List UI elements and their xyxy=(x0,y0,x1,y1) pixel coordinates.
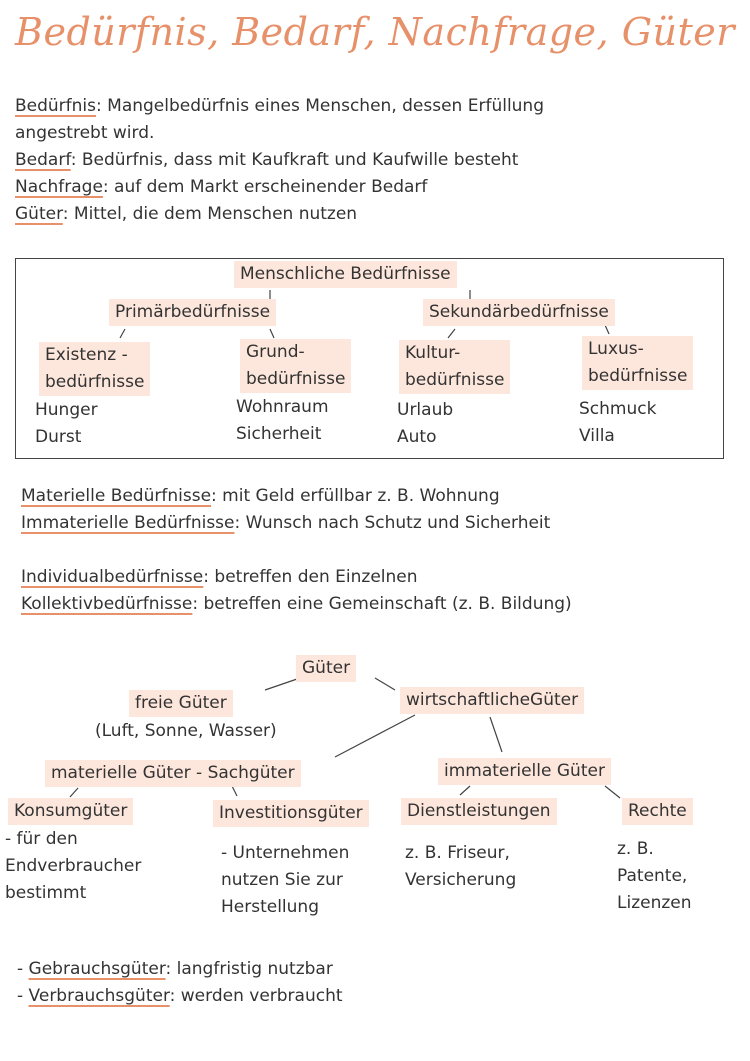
term: Bedarf xyxy=(15,150,71,170)
term: Materielle Bedürfnisse xyxy=(21,486,212,506)
desc-line: nutzen Sie zur xyxy=(221,870,343,890)
node-line: bedürfnisse xyxy=(246,369,346,389)
rights-desc xyxy=(617,836,692,917)
desc-line: Versicherung xyxy=(405,870,517,890)
page-title: Bedürfnis, Bedarf, Nachfrage, Güter xyxy=(15,10,735,54)
investment-goods-desc xyxy=(221,840,349,921)
term: Nachfrage xyxy=(15,177,103,197)
desc-line: Lizenzen xyxy=(617,893,692,913)
term: Güter xyxy=(15,204,63,224)
node-line: bedürfnisse xyxy=(45,372,145,392)
node-materielle-gueter: materielle Güter - Sachgüter xyxy=(45,760,301,787)
definition-text: : Mangelbedürfnis eines Menschen, dessen Erfüllung xyxy=(96,96,545,116)
desc-line: Patente, xyxy=(617,866,688,886)
term: Gebrauchsgüter xyxy=(28,959,166,979)
example: Villa xyxy=(579,426,615,446)
definition-text: : Mittel, die dem Menschen nutzen xyxy=(62,204,358,224)
node-investitionsgueter: Investitionsgüter xyxy=(213,800,369,827)
node-kulturbeduerfnisse xyxy=(399,340,510,394)
node-existenzbeduerfnisse xyxy=(39,342,150,396)
example: Sicherheit xyxy=(236,424,322,444)
needs-type-individual xyxy=(21,564,418,591)
examples-luxus xyxy=(579,396,656,450)
services-desc xyxy=(405,840,516,894)
bullet-gebrauchsgueter xyxy=(17,956,333,983)
node-freie-gueter: freie Güter xyxy=(129,690,233,717)
node-primaerbeduerfnisse: Primärbedürfnisse xyxy=(109,299,276,326)
node-grundbeduerfnisse xyxy=(240,339,351,393)
term: Bedürfnis xyxy=(15,96,97,116)
examples-existenz xyxy=(35,397,98,451)
node-line: Grund- xyxy=(246,342,305,362)
definition-text: : Wunsch nach Schutz und Sicherheit xyxy=(234,513,551,533)
term: Individualbedürfnisse xyxy=(21,567,204,587)
needs-type-kollektiv xyxy=(21,591,572,618)
node-luxusbeduerfnisse xyxy=(582,336,693,390)
term: Verbrauchsgüter xyxy=(28,986,170,1006)
example: Schmuck xyxy=(579,399,657,419)
node-rechte: Rechte xyxy=(622,798,693,825)
node-sekundaerbeduerfnisse: Sekundärbedürfnisse xyxy=(423,299,615,326)
desc-line: Herstellung xyxy=(221,897,319,917)
node-line: Existenz - xyxy=(45,345,128,365)
example: Wohnraum xyxy=(236,397,329,417)
node-gueter: Güter xyxy=(296,655,356,682)
examples-grund xyxy=(236,394,329,448)
consumer-goods-desc xyxy=(5,826,141,907)
example: Urlaub xyxy=(397,400,454,420)
definition-beduerfnis-cont: angestrebt wird. xyxy=(15,123,155,143)
node-line: bedürfnisse xyxy=(588,366,688,386)
desc-line: bestimmt xyxy=(5,883,87,903)
desc-line: Endverbraucher xyxy=(5,856,142,876)
node-wirtschaftliche-gueter: wirtschaftlicheGüter xyxy=(400,687,584,714)
node-immaterielle-gueter: immaterielle Güter xyxy=(438,758,611,785)
free-goods-examples: (Luft, Sonne, Wasser) xyxy=(95,721,277,741)
desc-line: - Unternehmen xyxy=(221,843,350,863)
node-dienstleistungen: Dienstleistungen xyxy=(401,798,557,825)
needs-type-immateriell xyxy=(21,510,550,537)
definition-text: : werden verbraucht xyxy=(169,986,343,1006)
definition-text: : betreffen den Einzelnen xyxy=(203,567,418,587)
desc-line: z. B. Friseur, xyxy=(405,843,510,863)
definition-text: : langfristig nutzbar xyxy=(165,959,333,979)
node-line: Kultur- xyxy=(405,343,461,363)
desc-line: z. B. xyxy=(617,839,654,859)
definition-text: : Bedürfnis, dass mit Kaufkraft und Kaufwille besteht xyxy=(70,150,519,170)
bullet-prefix: - xyxy=(17,959,29,979)
definition-text: : mit Geld erfüllbar z. B. Wohnung xyxy=(211,486,500,506)
definition-text: : betreffen eine Gemeinschaft (z. B. Bildung) xyxy=(192,594,572,614)
node-line: bedürfnisse xyxy=(405,370,505,390)
bullet-verbrauchsgueter xyxy=(17,983,343,1010)
example: Auto xyxy=(397,427,437,447)
desc-line: - für den xyxy=(5,829,78,849)
bullet-prefix: - xyxy=(17,986,29,1006)
examples-kultur xyxy=(397,397,453,451)
node-line: Luxus- xyxy=(588,339,644,359)
node-menschliche-beduerfnisse: Menschliche Bedürfnisse xyxy=(234,261,457,288)
term: Kollektivbedürfnisse xyxy=(21,594,193,614)
definition-text: : auf dem Markt erscheinender Bedarf xyxy=(102,177,428,197)
needs-type-materiell xyxy=(21,483,500,510)
node-konsumgueter: Konsumgüter xyxy=(8,798,133,825)
term: Immaterielle Bedürfnisse xyxy=(21,513,235,533)
example: Durst xyxy=(35,427,82,447)
example: Hunger xyxy=(35,400,98,420)
